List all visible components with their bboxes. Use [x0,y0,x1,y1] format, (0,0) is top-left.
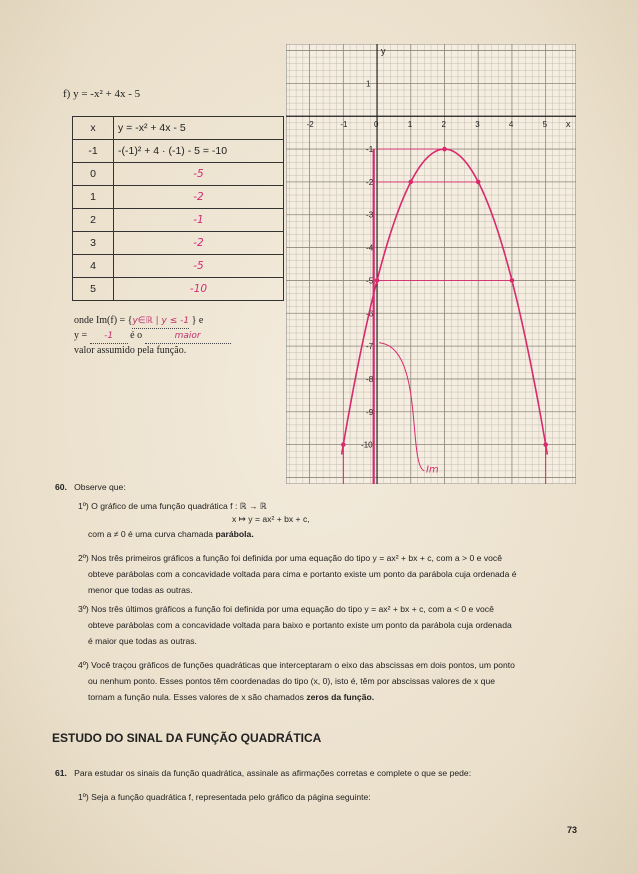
s60-item2-line2: obteve parábolas com a concavidade voltada para cima e portanto existe um ponto da parábola cuja ordenada é [88,569,517,579]
data-point [408,180,413,185]
header-x: x [73,117,114,140]
y-tick-label: -10 [361,440,373,450]
image-answer: y∈ℝ | y ≤ -1 [132,316,190,326]
y-tick-label: -8 [366,374,374,384]
table-row [73,163,284,186]
image-line3: valor assumido pela função. [74,345,187,356]
cell-x: 0 [73,163,114,186]
data-point [510,278,515,283]
s60-item2-line1: 2º) Nos três primeiros gráficos a função foi definida por uma equação do tipo y = ax² + bx + c, com a > 0 e você [78,553,502,563]
function-label: f) y = -x² + 4x - 5 [63,88,141,100]
table-row [73,186,284,209]
s60-item1-line2: x ↦ y = ax² + bx + c, [232,514,310,524]
cell-y: -(-1)² + 4 · (-1) - 5 = -10 [114,140,284,163]
data-point [476,180,481,185]
x-tick-label: 1 [407,120,413,130]
cell-x: 4 [73,255,114,278]
data-point [442,147,447,152]
y-tick-label: -1 [366,145,374,155]
parabola-graph [286,44,576,484]
x-tick-label: -2 [306,120,314,130]
data-point [341,442,346,447]
image-label: onde Im(f) = { [74,315,133,326]
cell-y: -5 [114,255,284,278]
max-answer: -1 [104,331,114,341]
y-tick-label: -9 [366,407,374,417]
cell-x: 5 [73,278,114,301]
x-tick-label: 0 [374,120,379,130]
data-point [543,442,548,447]
s60-item3-line3: é maior que todas as outras. [88,636,197,646]
table-row [73,255,284,278]
cell-x: 2 [73,209,114,232]
header-y: y = -x² + 4x - 5 [114,117,284,140]
cell-y: -2 [114,186,284,209]
item-number-61: 61. [55,768,67,778]
max-mid: é o [130,330,143,341]
y-tick-label: -2 [366,177,374,187]
image-suffix: } e [191,315,204,326]
x-tick-label: 4 [508,120,514,130]
y-tick-label: -4 [366,243,374,253]
cell-y: -10 [114,278,284,301]
x-tick-label: 5 [542,120,548,130]
item-number-60: 60. [55,482,67,492]
cell-x: -1 [73,140,114,163]
y-axis-label: y [381,46,386,56]
cell-y: -1 [114,209,284,232]
values-table [72,116,284,301]
max-word-answer: maior [174,331,201,341]
s60-item4-line2: ou nenhum ponto. Esses pontos têm coordenadas do tipo (x, 0), isto é, têm por abscissas valores de x que [88,676,495,686]
cell-x: 3 [73,232,114,255]
page-number: 73 [567,825,578,835]
section-61 [55,766,471,781]
y-tick-label: -5 [366,276,374,286]
y-tick-label: 1 [366,79,371,89]
table-header-row [73,117,284,140]
table-row [73,278,284,301]
table-row [73,232,284,255]
x-tick-label: -1 [340,120,348,130]
cell-x: 1 [73,186,114,209]
data-point [375,278,380,283]
s60-item3-line1: 3º) Nos três últimos gráficos a função foi definida por uma equação do tipo y = ax² + bx + c, com a < 0 e você [78,604,494,614]
zeros-term: zeros da função [306,692,372,702]
table-row [73,140,284,163]
s61-item1: 1º) Seja a função quadrática f, representada pelo gráfico da página seguinte: [78,792,371,802]
cell-y: -2 [114,232,284,255]
section-title: ESTUDO DO SINAL DA FUNÇÃO QUADRÁTICA [52,731,322,745]
s60-item2-line3: menor que todas as outras. [88,585,193,595]
cell-y: -5 [114,163,284,186]
y-tick-label: -7 [366,342,374,352]
x-axis-label: x [566,119,571,130]
y-tick-label: -6 [366,309,374,319]
section-60 [55,480,615,495]
s60-item1-line3: com a ≠ 0 é uma curva chamada parábola. [88,529,254,539]
s60-item1-text: com a ≠ 0 é uma curva chamada [88,529,216,539]
table-row [73,209,284,232]
s60-item4-line1: 4º) Você traçou gráficos de funções quadráticas que interceptaram o eixo das abscissas em dois pontos, um ponto [78,660,515,670]
x-tick-label: 2 [441,120,446,130]
annotation-label: Im [425,464,439,476]
section60-intro: Observe que: [74,482,126,492]
image-statement [74,314,274,358]
section61-intro: Para estudar os sinais da função quadrática, assinale as afirmações corretas e complete o que se pede: [74,768,472,778]
s60-item3-line2: obteve parábolas com a concavidade voltada para baixo e portanto existe um ponto da parábola cuja ordenada [88,620,512,630]
x-tick-label: 3 [475,120,480,130]
s60-item4-text: tornam a função nula. Esses valores de x são chamados [88,692,307,702]
s60-item4-line3: tornam a função nula. Esses valores de x são chamados zeros da função. [88,692,375,702]
s60-item1-line1: 1º) O gráfico de uma função quadrática f : ℝ → ℝ [78,501,267,511]
y-tick-label: -3 [366,210,374,220]
max-label: y = [74,330,88,341]
s60-parabola-term: parábola [215,529,252,539]
